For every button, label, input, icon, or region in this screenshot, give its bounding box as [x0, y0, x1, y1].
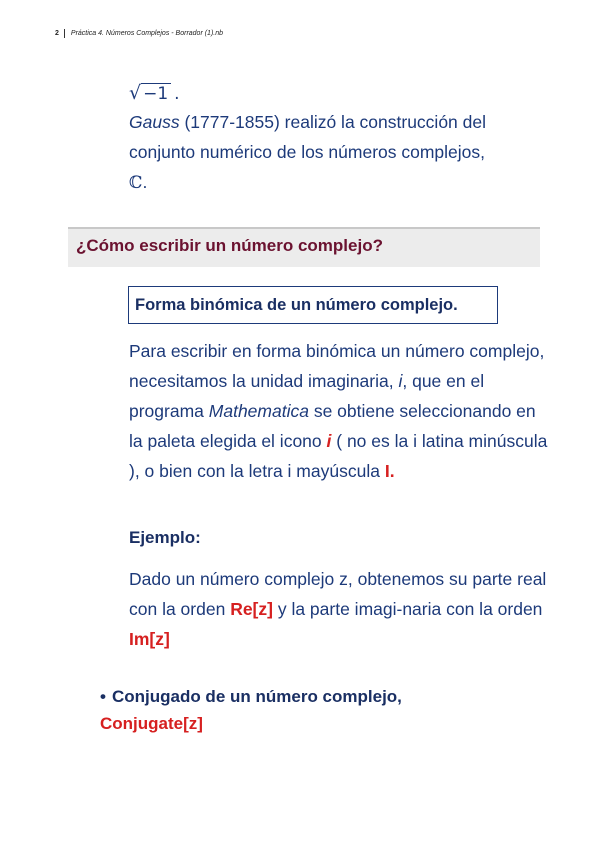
im-command: Im[z]: [129, 629, 170, 649]
binomica-text-2: , que en el programa: [129, 371, 485, 421]
binomica-box-title: Forma binómica de un número complejo.: [128, 286, 498, 324]
sqrt-radicand: −1: [141, 83, 171, 104]
section-title: ¿Cómo escribir un número complejo?: [76, 236, 383, 255]
imaginary-unit: i: [398, 371, 403, 391]
complex-suffix: .: [142, 172, 148, 192]
gauss-text: (1777-1855) realizó la construcción del conjunto numérico de los números complejos,: [129, 112, 486, 162]
document-title: Práctica 4. Números Complejos - Borrador (1).nb: [70, 30, 224, 37]
conjugate-command: Conjugate[z]: [100, 714, 203, 733]
binomica-text-1: Para escribir en forma binómica un número complejo, necesitamos la unidad imaginaria,: [129, 341, 545, 391]
page-header: [55, 29, 223, 38]
conjugate-title: Conjugado de un número complejo,: [111, 687, 402, 706]
gauss-paragraph: [129, 107, 549, 198]
bullet-icon: •: [100, 687, 106, 706]
binomica-paragraph: [129, 336, 549, 486]
gauss-name: Gauss: [129, 112, 180, 132]
capital-i-command: I.: [384, 461, 395, 481]
header-divider: [64, 29, 65, 38]
sqrt-suffix: .: [174, 84, 180, 104]
program-name: Mathematica: [208, 401, 309, 421]
re-command: Re[z]: [230, 599, 273, 619]
page-number: 2: [55, 30, 59, 37]
palette-i-icon: i: [326, 431, 332, 451]
complex-set-symbol: ℂ: [129, 173, 143, 193]
example-text-2: y la parte imagi-naria con la orden: [272, 599, 543, 619]
example-paragraph: [129, 564, 549, 654]
section-header: [68, 227, 540, 267]
example-text-1: Dado un número complejo z, obtenemos su parte real con la orden: [129, 569, 547, 619]
binomica-text-4: ( no es la i latina minúscula ), o bien con la letra i mayúscula: [129, 431, 548, 481]
binomica-text-3: se obtiene seleccionando en la paleta elegida el icono: [129, 401, 536, 451]
example-label: Ejemplo:: [129, 528, 201, 547]
sqrt-expression: [129, 74, 180, 104]
sqrt-symbol-icon: √: [129, 82, 142, 104]
conjugate-heading: [100, 683, 540, 737]
